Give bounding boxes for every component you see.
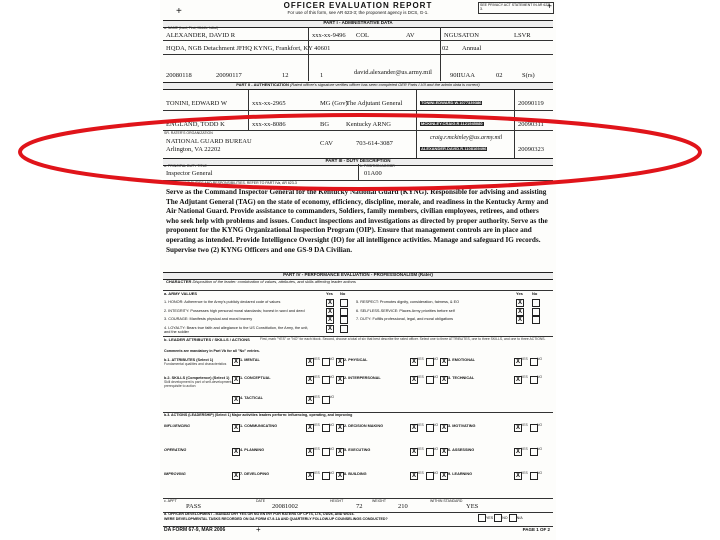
attribute-item: 2. INTERPERSONAL — [344, 376, 381, 380]
senior-branch: CAV — [320, 140, 333, 147]
yes-check[interactable]: X — [517, 308, 522, 315]
action-no-label: NO — [329, 447, 335, 451]
action-yes-label: YES — [521, 471, 528, 475]
rated-codes: 1 — [320, 72, 324, 79]
principal-duty: Inspector General — [166, 170, 213, 177]
rated-ssn: xxx-xx-9496 — [312, 32, 346, 39]
attributes-comment-note: Comments are mandatory in Part Vb for all "No" entries. — [164, 349, 260, 353]
attribute-selected-mark[interactable]: X — [441, 377, 446, 383]
attribute-selected-mark[interactable]: X — [233, 359, 238, 365]
officer-dev-no-box[interactable] — [494, 514, 502, 522]
apft-result: PASS — [186, 503, 201, 510]
rated-unit: HQDA, NGB Detachment JFHQ KYNG, Frankfort, KY 40601 — [166, 45, 331, 52]
senior-email: craig.r.mckinley@us.army.mil — [430, 135, 503, 141]
actions-header: b.3. ACTIONS (LEADERSHIP) (Select 1) Major activities leaders perform: influencing, operating, and improving — [164, 413, 353, 417]
part2-note: (Rated officer's signature verifies officer has seen completed OER Parts I-VII and the admin data is correct) — [289, 82, 480, 87]
part3-title: PART III - DUTY DESCRIPTION — [163, 158, 553, 166]
attribute-no-label: NO — [329, 375, 335, 379]
officer-dev-yes: YES — [486, 515, 494, 520]
page-number: PAGE 1 OF 2 — [522, 527, 550, 532]
period-from: 20080118 — [166, 72, 192, 79]
action-yes-box[interactable]: X — [307, 425, 312, 431]
officer-development-label: d. OFFICER DEVELOPMENT - MANDATORY YES OR NO ENTRY FOR RATERS OF CPTS, LTs, CW2s, AND WO1s. — [164, 512, 355, 516]
senior-city: Arlington, VA 22202 — [166, 146, 221, 153]
army-value-yes-box[interactable] — [516, 308, 524, 316]
intermediate-name: ENGLAND, TODD K — [166, 121, 225, 128]
attribute-item: 1. MENTAL — [240, 358, 260, 362]
action-yes-box[interactable]: X — [515, 449, 520, 455]
form-title: OFFICER EVALUATION REPORT — [283, 1, 433, 10]
action-no-label: NO — [537, 423, 543, 427]
attribute-yes-box[interactable]: X — [307, 377, 312, 383]
attributes-instructions: First, mark "YES" or "NO" for each block. Second, choose a total of six that best describe the rated officer. Select one to three ATTRIBUTES, one to three SKILLS, and one to three ACTIONS. — [260, 337, 546, 341]
action-item: 4. PLANNING — [240, 448, 265, 452]
attribute-selected-mark[interactable]: X — [337, 377, 342, 383]
character-text: Disposition of the leader: combination of values, attributes, and skills affecting leader actions — [192, 279, 356, 284]
action-selected-mark[interactable]: X — [441, 449, 446, 455]
action-no-label: NO — [329, 423, 335, 427]
footer-plus-mark: + — [256, 525, 261, 534]
action-item: 1. COMMUNICATING — [240, 424, 278, 428]
attribute-category-desc: Fundamental qualities and characteristics — [164, 362, 227, 366]
action-item: 8. BUILDING — [344, 472, 367, 476]
army-value-label: 5. RESPECT: Promotes dignity, consideration, fairness, & EO — [356, 300, 460, 304]
significant-duties-label: c. SIGNIFICANT DUTIES AND RESPONSIBILITIES. REFER TO PART IVa, AR 623-3 — [164, 181, 297, 185]
action-selected-mark[interactable]: X — [337, 425, 342, 431]
within-standard-label: WITHIN STANDARD — [430, 499, 463, 503]
rater-name: TONINI, EDWARD W — [166, 100, 227, 107]
attribute-yes-box[interactable]: X — [307, 397, 312, 403]
intermediate-grade: BG — [320, 121, 330, 128]
action-category: IMPROVING — [164, 472, 186, 476]
duty-description: Serve as the Command Inspector General for the Kentucky National Guard (KYNG). Responsible for advising and assisting The Adjutant General (TAG) on the state of economy, efficiency, discipline, morale, and readiness in the Kentucky Army and Air National Guard. Provide assistance to commanders, Soldiers, family members, civilian employees, retirees, and others who seek help with problems and issues. Conduct inspections and investigations as directed by proper authority. Serve as the proponent for the KYNG Organizational Inspection Program (OIP). Ensure that management controls are in place and operating as intended. Provide Intelligence Oversight (IO) for all intelligence activities. Manage and safeguard IG records. Supervise two (2) KYNG Officers and one GS-9 DA Civilian. — [166, 188, 549, 254]
attribute-category-desc: Skill development is part of self-development; prerequisite to action — [164, 380, 233, 388]
position-branch: 01A00 — [364, 170, 382, 177]
army-value-yes-box[interactable] — [326, 308, 334, 316]
attribute-no-label: NO — [329, 395, 335, 399]
rated-grade: COL — [356, 32, 369, 39]
action-yes-label: YES — [417, 423, 424, 427]
action-yes-box[interactable]: X — [411, 473, 416, 479]
army-value-label: 2. INTEGRITY: Possesses high personal moral standards; honest in word and deed — [164, 308, 305, 313]
action-item: 5. EXECUTING — [344, 448, 371, 452]
action-selected-mark[interactable]: X — [233, 473, 238, 479]
attribute-yes-label: YES — [521, 375, 528, 379]
army-value-yes-box[interactable] — [516, 316, 524, 324]
height-label: HEIGHT — [330, 499, 344, 503]
attribute-yes-box[interactable]: X — [515, 377, 520, 383]
army-value-label: 7. DUTY: Fulfills professional, legal, and moral obligations — [356, 317, 454, 321]
attribute-item: 1. CONCEPTUAL — [240, 376, 271, 380]
height-value: 72 — [356, 503, 363, 510]
action-yes-label: YES — [521, 447, 528, 451]
part4-title-text: PART IV - PERFORMANCE EVALUATION - PROFESSIONALISM — [283, 272, 418, 277]
form-number: DA FORM 67-9, MAR 2006 — [164, 527, 226, 533]
attribute-category: b.1. ATTRIBUTES (Select 1) — [164, 358, 214, 362]
attribute-no-label: NO — [433, 375, 439, 379]
oer-document — [160, 0, 556, 540]
action-item: 3. MOTIVATING — [448, 424, 476, 428]
attribute-no-label: NO — [537, 375, 543, 379]
rater-date: 20090119 — [518, 100, 544, 107]
action-item: 9. LEARNING — [448, 472, 473, 476]
rater-position: The Adjutant General — [346, 100, 403, 107]
army-value-yes-box[interactable] — [516, 299, 524, 307]
rated-months: 12 — [282, 72, 289, 79]
action-yes-label: YES — [417, 471, 424, 475]
action-no-label: NO — [433, 423, 439, 427]
attribute-selected-mark[interactable]: X — [233, 377, 238, 383]
army-value-no-box[interactable] — [532, 308, 540, 316]
period-thru: 20090117 — [216, 72, 242, 79]
rated-branch: AV — [406, 32, 415, 39]
army-value-label: 3. COURAGE: Manifests physical and moral bravery — [164, 317, 253, 321]
attribute-yes-label: YES — [313, 357, 320, 361]
yes-check[interactable]: X — [327, 325, 332, 332]
attribute-yes-label: YES — [417, 375, 424, 379]
attribute-selected-mark[interactable]: X — [441, 359, 446, 365]
action-selected-mark[interactable]: X — [233, 425, 238, 431]
action-yes-box[interactable]: X — [411, 449, 416, 455]
officer-dev-yes-box[interactable] — [478, 514, 486, 522]
senior-org-label: SR. RATER'S ORGANIZATION — [164, 131, 213, 135]
action-yes-box[interactable]: X — [515, 425, 520, 431]
attribute-yes-label: YES — [313, 395, 320, 399]
attribute-item: 2. PHYSICAL — [344, 358, 368, 362]
senior-rater-signature: MCKINLEY.CRAIG.R.1121945080 — [421, 121, 483, 126]
no-check[interactable] — [532, 308, 540, 316]
privacy-box: SEE PRIVACY ACT STATEMENT IN AR 623-3. — [478, 2, 554, 14]
officer-dev-na-box[interactable] — [509, 514, 517, 522]
attribute-yes-box[interactable]: X — [411, 359, 416, 365]
senior-phone: 703-614-3087 — [356, 140, 393, 147]
corner-plus-mark: + — [176, 6, 182, 17]
action-category: INFLUENCING — [164, 424, 190, 428]
attribute-yes-box[interactable]: X — [307, 359, 312, 365]
action-yes-label: YES — [417, 447, 424, 451]
rater-ssn: xxx-xx-2965 — [252, 100, 286, 107]
character-line — [166, 280, 356, 284]
attribute-no-label: NO — [433, 357, 439, 361]
attribute-category: b.2. SKILLS (Competence) (Select 1) — [164, 376, 230, 380]
officer-dev-options — [478, 514, 523, 522]
intermediate-ssn: xxx-xx-8086 — [252, 121, 286, 128]
army-values-header: a. ARMY VALUES — [164, 291, 198, 296]
attribute-no-label: NO — [537, 357, 543, 361]
values-no-head: No — [340, 291, 346, 296]
no-check[interactable] — [340, 316, 348, 324]
army-value-label: 4. LOYALTY: Bears true faith and allegiance to the US Constitution, the Army, the unit, and the soldier — [164, 325, 309, 334]
action-yes-box[interactable]: X — [307, 473, 312, 479]
weight-label: WEIGHT — [372, 499, 386, 503]
rated-officer-date: 20090323 — [518, 146, 544, 153]
action-no-label: NO — [433, 471, 439, 475]
action-selected-mark[interactable]: X — [337, 449, 342, 455]
reason-code: 02 — [442, 45, 449, 52]
rated-email: david.alexander@us.army.mil — [354, 69, 432, 76]
attribute-item: 3. TECHNICAL — [448, 376, 475, 380]
action-yes-label: YES — [313, 471, 320, 475]
action-item: 6. ASSESSING — [448, 448, 475, 452]
action-selected-mark[interactable]: X — [337, 473, 342, 479]
rater-signature: TONINI.EDWARD.W.1077339386 — [421, 100, 482, 105]
action-item: 2. DECISION MAKING — [344, 424, 384, 428]
apft-label: c. APFT — [164, 499, 177, 503]
weight-value: 210 — [398, 503, 408, 510]
no-check[interactable] — [532, 299, 540, 307]
principal-duty-label: a. PRINCIPAL DUTY TITLE — [164, 164, 207, 168]
part2-title — [163, 82, 553, 90]
part2-title-text: PART II - AUTHENTICATION — [236, 82, 289, 87]
part1-title: PART I - ADMINISTRATIVE DATA — [163, 20, 553, 28]
army-value-yes-box[interactable] — [326, 325, 334, 333]
character-label: CHARACTER — [166, 279, 192, 284]
rated-component: NGUSATON — [444, 32, 479, 39]
action-no-label: NO — [537, 447, 543, 451]
apft-date: 20081002 — [272, 503, 298, 510]
yes-check[interactable]: X — [517, 300, 522, 306]
action-category: OPERATING — [164, 448, 187, 452]
no-check[interactable] — [340, 325, 348, 333]
action-selected-mark[interactable]: X — [233, 449, 238, 455]
action-no-label: NO — [329, 471, 335, 475]
form-subtitle: For use of this form, see AR 623-3; the proponent agency is DCS, G-1. — [287, 9, 429, 15]
attribute-yes-label: YES — [521, 357, 528, 361]
army-value-no-box[interactable] — [340, 316, 348, 324]
yes-check[interactable]: X — [517, 317, 522, 323]
army-value-label: 1. HONOR: Adherence to the Army's publicly declared code of values — [164, 300, 281, 304]
action-yes-label: YES — [313, 447, 320, 451]
army-value-yes-box[interactable] — [326, 299, 334, 307]
action-yes-box[interactable]: X — [411, 425, 416, 431]
attribute-selected-mark[interactable]: X — [233, 397, 238, 403]
action-no-label: NO — [537, 471, 543, 475]
army-value-no-box[interactable] — [340, 299, 348, 307]
senior-rater-date: 20090311 — [518, 121, 544, 128]
army-value-label: 6. SELFLESS-SERVICE: Places Army priorities before self — [356, 308, 455, 313]
army-value-no-box[interactable] — [532, 299, 540, 307]
within-standard-value: YES — [466, 503, 479, 510]
attribute-yes-label: YES — [417, 357, 424, 361]
action-yes-box[interactable]: X — [307, 449, 312, 455]
rated-uic2: 90IIUAA — [450, 72, 475, 79]
army-value-yes-box[interactable] — [326, 316, 334, 324]
action-yes-label: YES — [521, 423, 528, 427]
action-yes-box[interactable]: X — [515, 473, 520, 479]
action-item: 7. DEVELOPING — [240, 472, 270, 476]
action-selected-mark[interactable]: X — [441, 425, 446, 431]
action-yes-label: YES — [313, 423, 320, 427]
values-no-head-2: No — [532, 291, 538, 296]
corner-plus-mark-right: + — [546, 1, 552, 11]
officer-dev-na: N/A — [516, 515, 523, 520]
yes-check[interactable]: X — [327, 308, 332, 315]
action-selected-mark[interactable]: X — [441, 473, 446, 479]
intermediate-position: Kentucky ARNG — [346, 121, 391, 128]
yes-check[interactable]: X — [327, 317, 332, 323]
attribute-item: 4. TACTICAL — [240, 396, 263, 400]
army-value-no-box[interactable] — [532, 316, 540, 324]
attribute-yes-label: YES — [313, 375, 320, 379]
position-branch-label: b. POSITION AOC/BR — [360, 164, 395, 168]
army-value-no-box[interactable] — [340, 325, 348, 333]
attribute-yes-box[interactable]: X — [515, 359, 520, 365]
rated-name: ALEXANDER, DAVID R — [166, 32, 236, 39]
attribute-item: 3. EMOTIONAL — [448, 358, 476, 362]
values-yes-head: Yes — [326, 291, 333, 296]
no-check[interactable] — [340, 299, 348, 307]
reason-text: Annual — [462, 45, 482, 52]
yes-check[interactable]: X — [327, 300, 332, 306]
rated-uic: LSVR — [514, 32, 531, 39]
enclosures: 02 — [496, 72, 503, 79]
apft-date-label: DATE — [256, 499, 266, 503]
no-check[interactable] — [340, 308, 348, 316]
action-no-label: NO — [433, 447, 439, 451]
attribute-selected-mark[interactable]: X — [337, 359, 342, 365]
rated-officer-signature: ALEXANDER.DAVID.R.1108169496 — [421, 146, 487, 151]
name-label: a. NAME (Last, First, Middle Initial) — [164, 26, 219, 30]
rater-grade: MG (Gov) — [320, 100, 348, 107]
attributes-header: b. LEADER ATTRIBUTES / SKILLS / ACTIONS — [164, 337, 250, 342]
zip-code: S(rs) — [522, 72, 535, 79]
part4-sub: (Rater) — [418, 272, 433, 277]
officer-development-text: WERE DEVELOPMENTAL TASKS RECORDED ON DA FORM 67-9-1A AND QUARTERLY FOLLOW-UP COUNSELINGS CONDUCTED? — [164, 517, 388, 521]
army-value-no-box[interactable] — [340, 308, 348, 316]
senior-org: NATIONAL GUARD BUREAU — [166, 138, 252, 145]
attribute-no-label: NO — [329, 357, 335, 361]
officer-dev-no: NO — [502, 515, 508, 520]
attribute-yes-box[interactable]: X — [411, 377, 416, 383]
values-yes-head-2: Yes — [516, 291, 523, 296]
no-check[interactable] — [532, 316, 540, 324]
